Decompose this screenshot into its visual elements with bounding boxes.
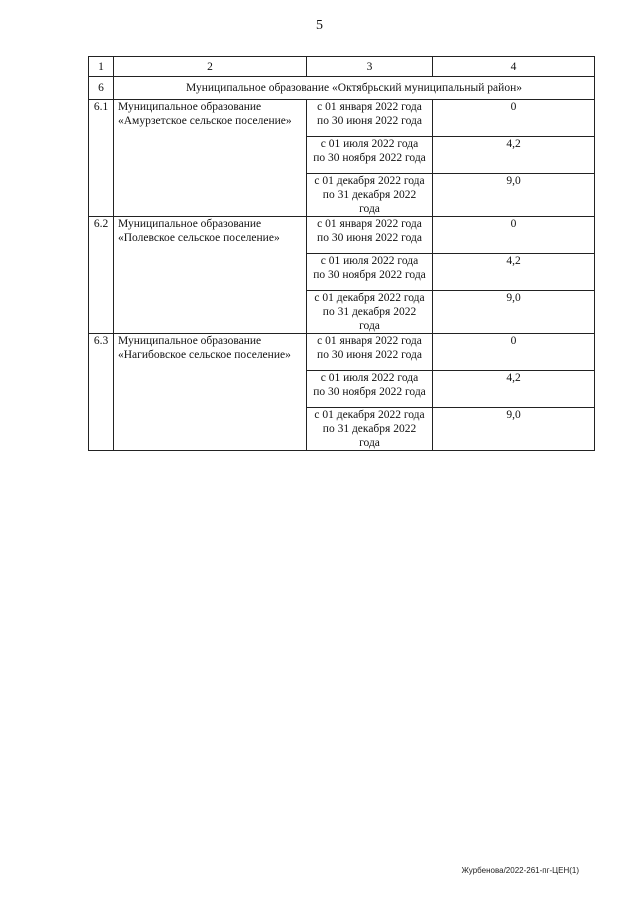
name-line: «Полевское сельское поселение» xyxy=(118,232,280,244)
period-cell xyxy=(307,254,433,291)
value-cell: 4,2 xyxy=(433,254,595,291)
table-row xyxy=(89,100,595,137)
period-line: по 30 июня 2022 года xyxy=(317,232,422,244)
name-line: Муниципальное образование xyxy=(118,218,262,230)
section-title: Муниципальное образование «Октябрьский муниципальный район» xyxy=(114,77,595,100)
name-line: Муниципальное образование xyxy=(118,101,262,113)
period-line: с 01 июля 2022 года xyxy=(320,372,419,384)
value-cell: 0 xyxy=(433,217,595,254)
section-number: 6 xyxy=(89,77,114,100)
row-number: 6.1 xyxy=(89,100,114,217)
period-line: с 01 декабря 2022 года xyxy=(314,292,425,304)
document-footer-code: Журбенова/2022-261-пг-ЦЕН(1) xyxy=(461,866,579,875)
name-line: «Амурзетское сельское поселение» xyxy=(118,115,292,127)
period-cell xyxy=(307,217,433,254)
row-number: 6.3 xyxy=(89,334,114,451)
period-line: с 01 июля 2022 года xyxy=(320,255,419,267)
period-line: по 30 ноября 2022 года xyxy=(313,386,426,398)
tariff-table xyxy=(88,56,595,451)
value-cell: 4,2 xyxy=(433,371,595,408)
period-cell xyxy=(307,137,433,174)
municipality-name xyxy=(114,100,307,217)
header-cell-1: 1 xyxy=(89,57,114,77)
header-cell-3: 3 xyxy=(307,57,433,77)
period-cell xyxy=(307,334,433,371)
header-cell-4: 4 xyxy=(433,57,595,77)
period-line: по 31 декабря 2022 года xyxy=(322,423,417,449)
period-line: по 30 ноября 2022 года xyxy=(313,269,426,281)
header-row xyxy=(89,57,595,77)
period-line: по 31 декабря 2022 года xyxy=(322,306,417,332)
period-line: с 01 января 2022 года xyxy=(317,101,422,113)
value-cell: 0 xyxy=(433,334,595,371)
period-line: с 01 января 2022 года xyxy=(317,335,422,347)
period-cell xyxy=(307,371,433,408)
period-line: с 01 декабря 2022 года xyxy=(314,409,425,421)
municipality-name xyxy=(114,334,307,451)
value-cell: 9,0 xyxy=(433,174,595,217)
page-number: 5 xyxy=(316,18,323,33)
header-cell-2: 2 xyxy=(114,57,307,77)
period-cell xyxy=(307,408,433,451)
value-cell: 4,2 xyxy=(433,137,595,174)
period-line: с 01 декабря 2022 года xyxy=(314,175,425,187)
row-number: 6.2 xyxy=(89,217,114,334)
name-line: «Нагибовское сельское поселение» xyxy=(118,349,291,361)
municipality-name xyxy=(114,217,307,334)
period-line: по 31 декабря 2022 года xyxy=(322,189,417,215)
value-cell: 0 xyxy=(433,100,595,137)
name-line: Муниципальное образование xyxy=(118,335,262,347)
period-line: с 01 июля 2022 года xyxy=(320,138,419,150)
value-cell: 9,0 xyxy=(433,408,595,451)
period-line: с 01 января 2022 года xyxy=(317,218,422,230)
table-row xyxy=(89,217,595,254)
table-row xyxy=(89,334,595,371)
period-line: по 30 июня 2022 года xyxy=(317,115,422,127)
period-cell xyxy=(307,174,433,217)
value-cell: 9,0 xyxy=(433,291,595,334)
period-line: по 30 ноября 2022 года xyxy=(313,152,426,164)
section-row xyxy=(89,77,595,100)
period-cell xyxy=(307,100,433,137)
period-line: по 30 июня 2022 года xyxy=(317,349,422,361)
period-cell xyxy=(307,291,433,334)
